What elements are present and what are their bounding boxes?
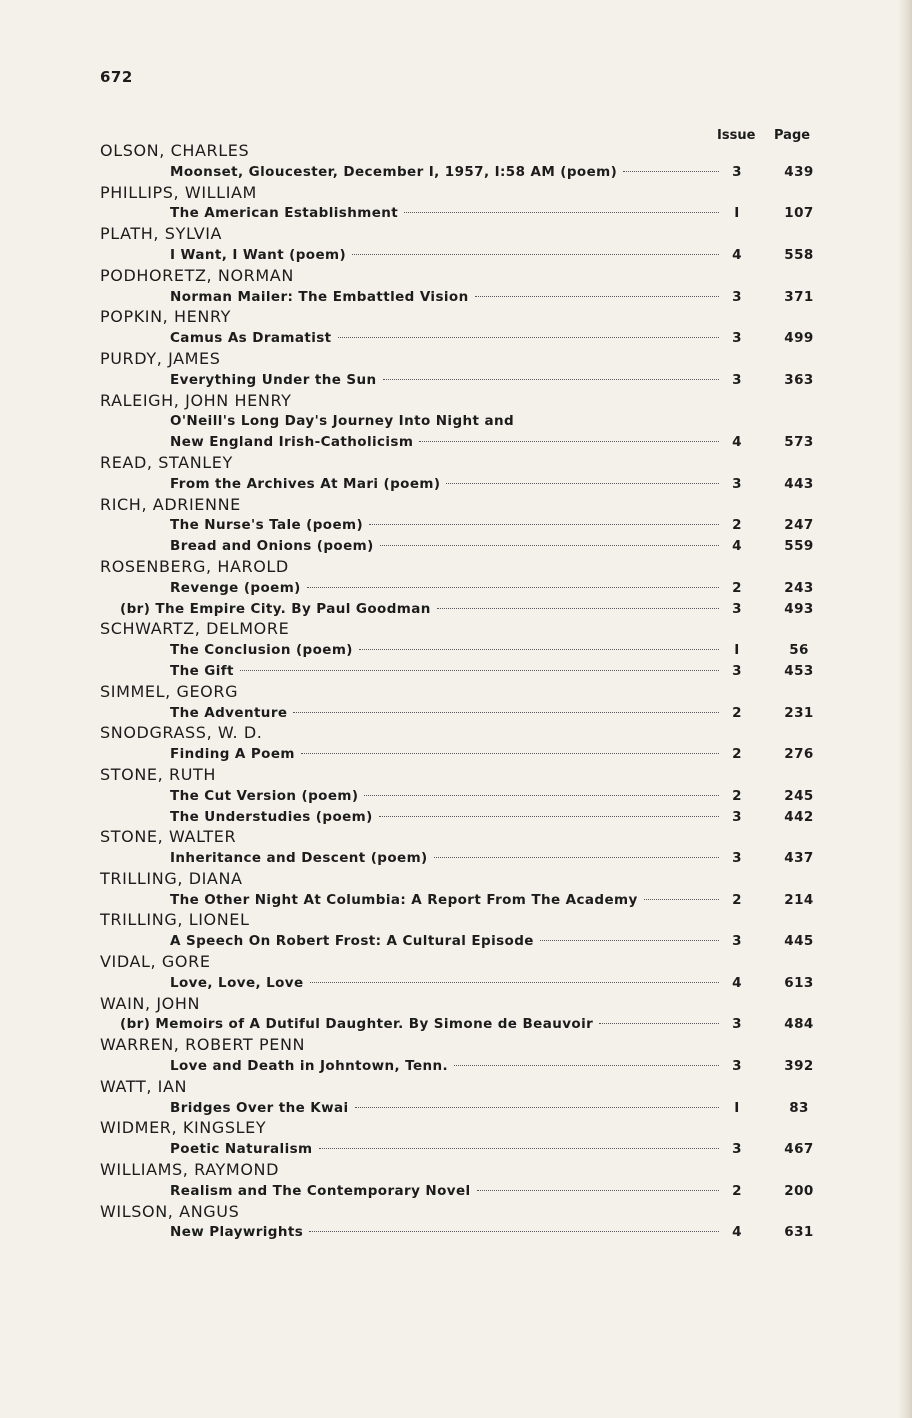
author-heading: TRILLING, DIANA [100,868,243,888]
title-with-leader [170,744,725,765]
title-with-leader [170,578,725,599]
dot-leader [454,1065,719,1066]
author-heading: RICH, ADRIENNE [100,494,241,514]
dot-leader [540,940,719,941]
issue-number: 2 [732,517,742,534]
author-heading: STONE, WALTER [100,827,237,847]
dot-leader [383,379,719,380]
page-reference: 443 [784,475,814,492]
work-entry [100,848,830,869]
page-reference: 276 [784,746,814,763]
page-reference: 499 [784,330,814,347]
author-heading: PURDY, JAMES [100,348,221,368]
page-reference: 484 [784,1016,814,1033]
title-with-leader [170,515,725,536]
work-entry [100,515,830,536]
page-reference: 467 [784,1141,814,1158]
issue-column-header: Issue [717,128,756,143]
work-title: The Understudies (poem) [170,808,373,825]
issue-number: I [734,205,740,222]
author-heading: STONE, RUTH [100,764,217,784]
issue-number: 2 [732,1182,742,1199]
work-entry [100,1222,830,1243]
page-reference: 573 [784,434,814,451]
page-reference: 107 [784,205,814,222]
title-with-leader [120,1014,725,1035]
page-reference: 363 [784,371,814,388]
dot-leader [310,982,719,983]
page-edge-shadow [898,0,912,1418]
work-entry [100,203,830,224]
dot-leader [599,1023,719,1024]
issue-number: 3 [732,808,742,825]
author-heading: WATT, IAN [100,1076,188,1096]
dot-leader [404,212,719,213]
work-entry [100,1181,830,1202]
page-reference: 247 [784,517,814,534]
work-entry [100,744,830,765]
work-title: Poetic Naturalism [170,1141,313,1158]
work-title: The Cut Version (poem) [170,787,359,804]
title-with-leader [170,931,725,952]
issue-number: 2 [732,891,742,908]
issue-number: 3 [732,330,742,347]
page-reference: 392 [784,1058,814,1075]
author-heading: WILSON, ANGUS [100,1201,240,1221]
issue-number: 3 [732,1141,742,1158]
work-title: Finding A Poem [170,746,295,763]
page-reference: 56 [789,642,809,659]
work-title: (br) Memoirs of A Dutiful Daughter. By Simone de Beauvoir [120,1016,594,1033]
title-with-leader [170,786,725,807]
work-title: Bread and Onions (poem) [170,538,374,555]
issue-number: 3 [732,850,742,867]
work-entry [100,370,830,391]
work-title: Love, Love, Love [170,974,304,991]
title-with-leader [170,536,725,557]
index-entries [100,141,830,1243]
issue-number: I [734,642,740,659]
page-reference: 453 [784,662,814,679]
issue-number: 3 [732,288,742,305]
work-title-line: O'Neill's Long Day's Journey Into Night and [170,413,515,430]
page-reference: 493 [784,600,814,617]
issue-number: 3 [732,163,742,180]
issue-number: 3 [732,1016,742,1033]
dot-leader [309,1231,719,1232]
dot-leader [355,1107,719,1108]
title-with-leader [170,1139,725,1160]
issue-number: 2 [732,579,742,596]
issue-number: 3 [732,933,742,950]
title-with-leader [170,370,725,391]
title-with-leader [170,848,725,869]
work-entry [100,1056,830,1077]
work-title: The Gift [170,662,234,679]
issue-number: 3 [732,475,742,492]
work-entry [100,328,830,349]
dot-leader [434,857,719,858]
work-title: The Conclusion (poem) [170,642,353,659]
page-reference: 231 [784,704,814,721]
author-heading: PLATH, SYLVIA [100,224,223,244]
dot-leader [446,483,719,484]
title-with-leader [170,973,725,994]
page-reference: 445 [784,933,814,950]
page-number: 672 [100,68,133,86]
dot-leader [319,1148,719,1149]
page-reference: 442 [784,808,814,825]
work-title: Norman Mailer: The Embattled Vision [170,288,469,305]
work-title: Love and Death in Johntown, Tenn. [170,1058,449,1075]
issue-number: 2 [732,704,742,721]
work-title: From the Archives At Mari (poem) [170,475,441,492]
dot-leader [623,171,719,172]
work-entry [100,162,830,183]
dot-leader [380,545,719,546]
issue-number: 3 [732,600,742,617]
title-with-leader [170,474,725,495]
dot-leader [293,712,719,713]
author-heading: SNODGRASS, W. D. [100,723,263,743]
author-heading: POPKIN, HENRY [100,307,232,327]
page-reference: 371 [784,288,814,305]
work-title: The Other Night At Columbia: A Report From The Academy [170,891,638,908]
title-with-leader [170,1098,725,1119]
title-with-leader [170,703,725,724]
author-heading: RALEIGH, JOHN HENRY [100,390,292,410]
work-entry [100,973,830,994]
title-with-leader [170,890,725,911]
author-heading: SIMMEL, GEORG [100,681,239,701]
issue-number: 4 [732,246,742,263]
work-title: New Playwrights [170,1224,304,1241]
dot-leader [307,587,719,588]
author-heading: WAIN, JOHN [100,993,201,1013]
page-column-header: Page [774,128,811,143]
author-heading: READ, STANLEY [100,452,233,472]
book-review-entry [100,1014,830,1035]
work-title: The American Establishment [170,205,399,222]
work-title: Inheritance and Descent (poem) [170,850,428,867]
work-entry [100,1098,830,1119]
title-with-leader [170,328,725,349]
work-title: Everything Under the Sun [170,371,377,388]
page-reference: 83 [789,1099,809,1116]
dot-leader [437,608,719,609]
dot-leader [419,441,719,442]
work-entry [100,432,830,453]
work-title: A Speech On Robert Frost: A Cultural Episode [170,933,534,950]
title-with-leader [170,1181,725,1202]
issue-number: 4 [732,1224,742,1241]
work-title: I Want, I Want (poem) [170,246,347,263]
author-heading: TRILLING, LIONEL [100,910,250,930]
author-heading: ROSENBERG, HAROLD [100,556,289,576]
work-entry [100,890,830,911]
work-title: Moonset, Gloucester, December I, 1957, I:58 AM (poem) [170,163,618,180]
page-reference: 631 [784,1224,814,1241]
dot-leader [644,899,719,900]
author-heading: WARREN, ROBERT PENN [100,1035,306,1055]
work-title: Camus As Dramatist [170,330,332,347]
work-title: Revenge (poem) [170,579,301,596]
work-title: (br) The Empire City. By Paul Goodman [120,600,431,617]
title-with-leader [170,1056,725,1077]
page-reference: 214 [784,891,814,908]
work-entry [100,786,830,807]
dot-leader [477,1190,719,1191]
work-entry [100,661,830,682]
work-title: New England Irish-Catholicism [170,434,414,451]
author-heading: PODHORETZ, NORMAN [100,265,294,285]
title-with-leader [170,162,725,183]
page-reference: 200 [784,1182,814,1199]
page-reference: 437 [784,850,814,867]
dot-leader [364,795,719,796]
title-with-leader [170,807,725,828]
work-title: Bridges Over the Kwai [170,1099,349,1116]
issue-number: 4 [732,434,742,451]
dot-leader [475,296,719,297]
work-title: The Adventure [170,704,288,721]
title-with-leader [170,661,725,682]
title-with-leader [170,203,725,224]
work-title: Realism and The Contemporary Novel [170,1182,471,1199]
issue-number: 2 [732,787,742,804]
work-entry [100,807,830,828]
author-heading: WILLIAMS, RAYMOND [100,1160,279,1180]
work-entry [100,287,830,308]
dot-leader [352,254,719,255]
issue-number: 3 [732,662,742,679]
work-entry [100,1139,830,1160]
dot-leader [301,753,719,754]
author-heading: PHILLIPS, WILLIAM [100,182,257,202]
work-title: The Nurse's Tale (poem) [170,517,364,534]
work-entry [100,640,830,661]
title-with-leader [120,599,725,620]
page-reference: 613 [784,974,814,991]
title-with-leader [170,287,725,308]
dot-leader [359,649,719,650]
page-reference: 245 [784,787,814,804]
dot-leader [240,670,719,671]
dot-leader [369,524,719,525]
title-with-leader [170,1222,725,1243]
issue-number: 2 [732,746,742,763]
author-heading: WIDMER, KINGSLEY [100,1118,267,1138]
author-heading: SCHWARTZ, DELMORE [100,619,290,639]
book-review-entry [100,599,830,620]
issue-number: I [734,1099,740,1116]
author-heading: VIDAL, GORE [100,952,211,972]
dot-leader [338,337,719,338]
page-reference: 558 [784,246,814,263]
page-reference: 243 [784,579,814,596]
work-entry [100,474,830,495]
issue-number: 4 [732,538,742,555]
page-reference: 559 [784,538,814,555]
author-heading: OLSON, CHARLES [100,141,250,160]
work-entry [100,578,830,599]
dot-leader [379,816,719,817]
work-entry [100,536,830,557]
page-reference: 439 [784,163,814,180]
issue-number: 4 [732,974,742,991]
work-entry [100,931,830,952]
title-with-leader [170,640,725,661]
work-entry [100,703,830,724]
issue-number: 3 [732,1058,742,1075]
title-with-leader [170,432,725,453]
work-entry [100,245,830,266]
issue-number: 3 [732,371,742,388]
title-with-leader [170,245,725,266]
